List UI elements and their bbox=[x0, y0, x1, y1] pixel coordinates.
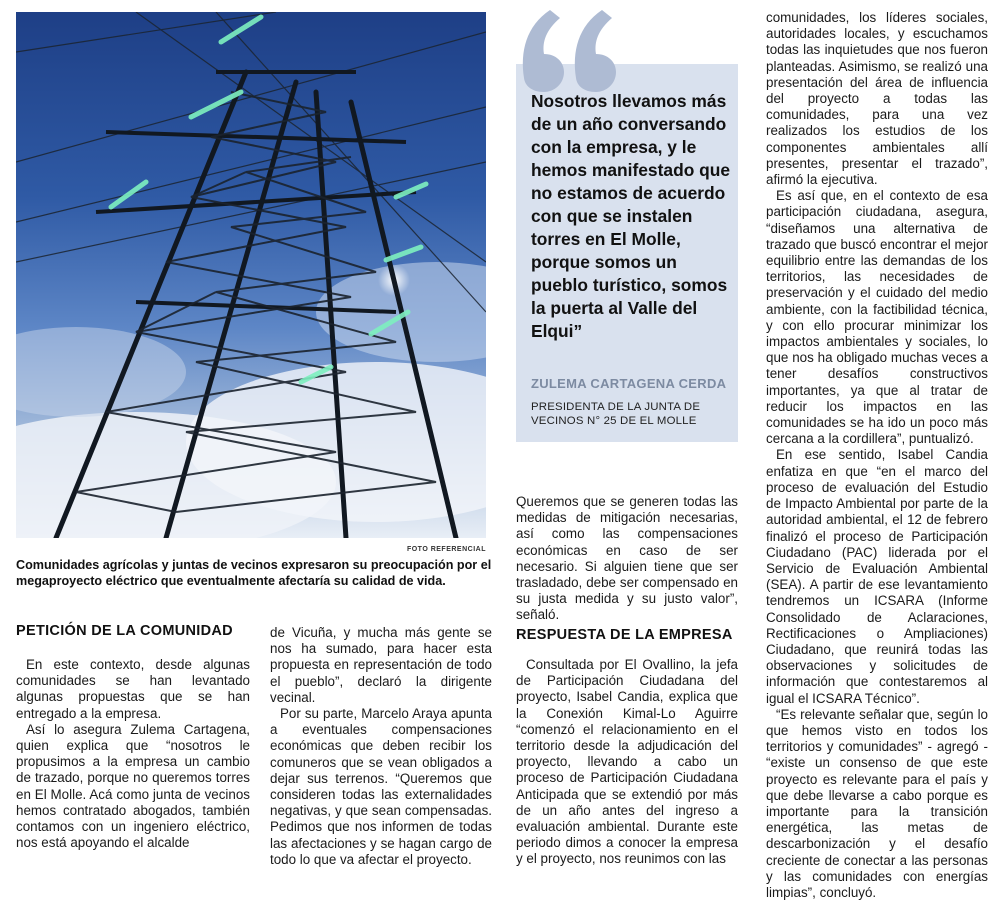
paragraph: Por su parte, Marcelo Araya apunta a eventuales compensaciones económicas que deben recibir los comuneros que se vean obligados a dejar sus terrenos. “Queremos que consideren todas las externalidades negativas, y que sean compensadas. Pedimos que nos informen de todas las afectaciones y se hagan cargo de todo lo que va afectar el proyecto. bbox=[270, 706, 492, 867]
paragraph: de Vicuña, y mucha más gente se nos ha sumado, para hacer esta propuesta en representación de todo el pueblo”, declaró la dirigente vecinal. bbox=[270, 625, 492, 705]
paragraph: Queremos que se generen todas las medidas de mitigación necesarias, así como las compensaciones económicas en caso de ser necesario. Si alguien tiene que ser trasladado, debe ser compensado en su justa medida y su justo valor”, señaló. bbox=[516, 494, 738, 623]
right-column-body bbox=[766, 10, 988, 901]
heading-respuesta: RESPUESTA DE LA EMPRESA bbox=[516, 627, 733, 643]
pull-quote-role: PRESIDENTA DE LA JUNTA DE VECINOS N° 25 DE EL MOLLE bbox=[531, 401, 701, 427]
paragraph: Consultada por El Ovallino, la jefa de Participación Ciudadana del proyecto, Isabel Candia, explica que la Conexión Kimal-Lo Aguirre “comenzó el relacionamiento en el territorio desde la adjudicación del proyecto, llevando a cabo un proceso de Participación Ciudadana Anticipada que se extendió por más de un año antes del ingreso a evaluación ambiental. Durante este periodo dimos a conocer la empresa y el proyecto, nos reunimos con las bbox=[516, 657, 738, 867]
heading-peticion: PETICIÓN DE LA COMUNIDAD bbox=[16, 623, 233, 639]
left-article-col2 bbox=[270, 625, 492, 868]
pull-quote-author: ZULEMA CARTAGENA CERDA bbox=[531, 376, 727, 391]
photo-credit: FOTO REFERENCIAL bbox=[406, 546, 486, 553]
paragraph: En ese sentido, Isabel Candia enfatiza en que “en el marco del proceso de evaluación del Estudio de Impacto Ambiental por parte de la autoridad ambiental, el 12 de febrero finalizó el proceso de Participación Ciudadano (PAC) liderada por el Servicio de Evaluación Ambiental (SEA). A partir de ese levantamiento tendremos un ICSARA (Informe Consolidado de Aclaraciones, Rectificaciones o Ampliaciones) Ciudadano, que reunirá todas las observaciones y solicitudes de información que contestaremos al igual el ICSARA Técnico”. bbox=[766, 447, 988, 706]
paragraph: “Es relevante señalar que, según lo que hemos visto en todos los territorios y comunidades” - agregó - “existe un consenso de que este proyecto es relevante para el país y que debe llevarse a cabo porque es importante para la transición energética, las metas de descarbonización y el desafío creciente de conectar a las personas y las comunidades con energías limpias”, concluyó. bbox=[766, 706, 988, 900]
middle-continuation bbox=[516, 494, 738, 624]
left-article-col1 bbox=[16, 657, 250, 851]
article-photo bbox=[16, 12, 486, 538]
paragraph: Así lo asegura Zulema Cartagena, quien explica que “nosotros le propusimos a la empresa un cambio de trazado, porque no queremos torres en El Molle. Acá como junta de vecinos hemos contratado abogados, también contamos con un ingeniero eléctrico, nos está apoyando el alcalde bbox=[16, 721, 250, 851]
paragraph: comunidades, los líderes sociales, autoridades locales, y escuchamos todas las inquietudes que nos fueron planteadas. Asimismo, se realizó una presentación del área de influencia del proyecto a todas las comunidades, para una vez realizados los estudios de los componentes ambientales allí presentes, presentar el trazado”, afirmó la ejecutiva. bbox=[766, 10, 988, 188]
middle-article-body bbox=[516, 657, 738, 868]
paragraph: Es así que, en el contexto de esa participación ciudadana, asegura, “diseñamos una alternativa de trazado que buscó encontrar el mejor equilibrio entre las demandas de los territorios, las necesidades de preservación y el cuidado del medio ambiente, con la factibilidad técnica, y con ello procurar minimizar los impactos ambientales y sociales, lo que nos ha obligado muchas veces a tener desafíos constructivos importantes, ya que al tratar de reducir los impactos en las comunidades se ha ido un poco más cercana a la cordillera”, puntualizó. bbox=[766, 188, 988, 447]
paragraph: En este contexto, desde algunas comunidades se han levantado algunas propuestas que se han entregado a la empresa. bbox=[16, 657, 250, 721]
photo-caption: Comunidades agrícolas y juntas de vecinos expresaron su preocupación por el megaproyecto eléctrico que eventualmente afectaría su calidad de vida. bbox=[16, 558, 492, 588]
open-quote-icon bbox=[516, 0, 626, 92]
transmission-tower-illustration bbox=[16, 12, 486, 538]
pull-quote-text: Nosotros llevamos más de un año conversando con la empresa, y le hemos manifestado que no estamos de acuerdo con que se instalen torres en El Molle, porque somos un pueblo turístico, somos la puerta al Valle del Elqui” bbox=[531, 91, 731, 341]
